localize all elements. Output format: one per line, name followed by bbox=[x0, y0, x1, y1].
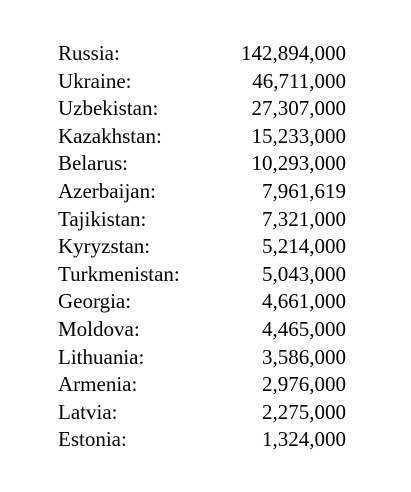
country-name: Kazakhstan: bbox=[58, 123, 162, 148]
table-row-kazakhstan bbox=[58, 123, 346, 151]
population-value: 7,961,619 bbox=[262, 178, 346, 203]
country-name: Latvia: bbox=[58, 399, 118, 424]
table-row-estonia bbox=[58, 426, 346, 454]
population-value: 3,586,000 bbox=[262, 344, 346, 369]
population-value: 4,661,000 bbox=[262, 289, 346, 314]
country-name: Kyryzstan: bbox=[58, 234, 151, 259]
country-name: Turkmenistan: bbox=[58, 261, 180, 286]
country-name: Ukraine: bbox=[58, 68, 132, 93]
population-value: 142,894,000 bbox=[241, 41, 346, 65]
population-value: 5,214,000 bbox=[262, 234, 346, 259]
country-name: Belarus: bbox=[58, 151, 128, 176]
population-value: 10,293,000 bbox=[251, 151, 346, 176]
population-table bbox=[58, 40, 346, 454]
population-value: 15,233,000 bbox=[251, 123, 346, 148]
table-row-tajikistan bbox=[58, 206, 346, 234]
population-value: 4,465,000 bbox=[262, 316, 346, 341]
population-value: 7,321,000 bbox=[262, 206, 346, 231]
table-row-lithuania bbox=[58, 344, 346, 372]
population-value: 27,307,000 bbox=[251, 96, 346, 121]
population-value: 2,976,000 bbox=[262, 372, 346, 397]
country-name: Lithuania: bbox=[58, 344, 145, 369]
population-value: 46,711,000 bbox=[252, 68, 346, 93]
table-row-ukraine bbox=[58, 68, 346, 96]
table-row-latvia bbox=[58, 399, 346, 427]
country-name: Tajikistan: bbox=[58, 206, 147, 231]
table-row-moldova bbox=[58, 316, 346, 344]
table-row-turkmenistan bbox=[58, 261, 346, 289]
table-row-russia bbox=[58, 40, 346, 68]
table-row-armenia bbox=[58, 371, 346, 399]
country-name: Russia: bbox=[58, 41, 120, 65]
country-name: Moldova: bbox=[58, 316, 140, 341]
population-value: 1,324,000 bbox=[262, 427, 346, 452]
population-value: 2,275,000 bbox=[262, 399, 346, 424]
country-name: Azerbaijan: bbox=[58, 178, 156, 203]
country-name: Armenia: bbox=[58, 372, 138, 397]
country-name: Uzbekistan: bbox=[58, 96, 159, 121]
country-name: Estonia: bbox=[58, 427, 127, 452]
table-row-uzbekistan bbox=[58, 95, 346, 123]
country-name: Georgia: bbox=[58, 289, 132, 314]
table-row-belarus bbox=[58, 150, 346, 178]
table-row-kyryzstan bbox=[58, 233, 346, 261]
table-row-georgia bbox=[58, 288, 346, 316]
table-row-azerbaijan bbox=[58, 178, 346, 206]
population-value: 5,043,000 bbox=[262, 261, 346, 286]
